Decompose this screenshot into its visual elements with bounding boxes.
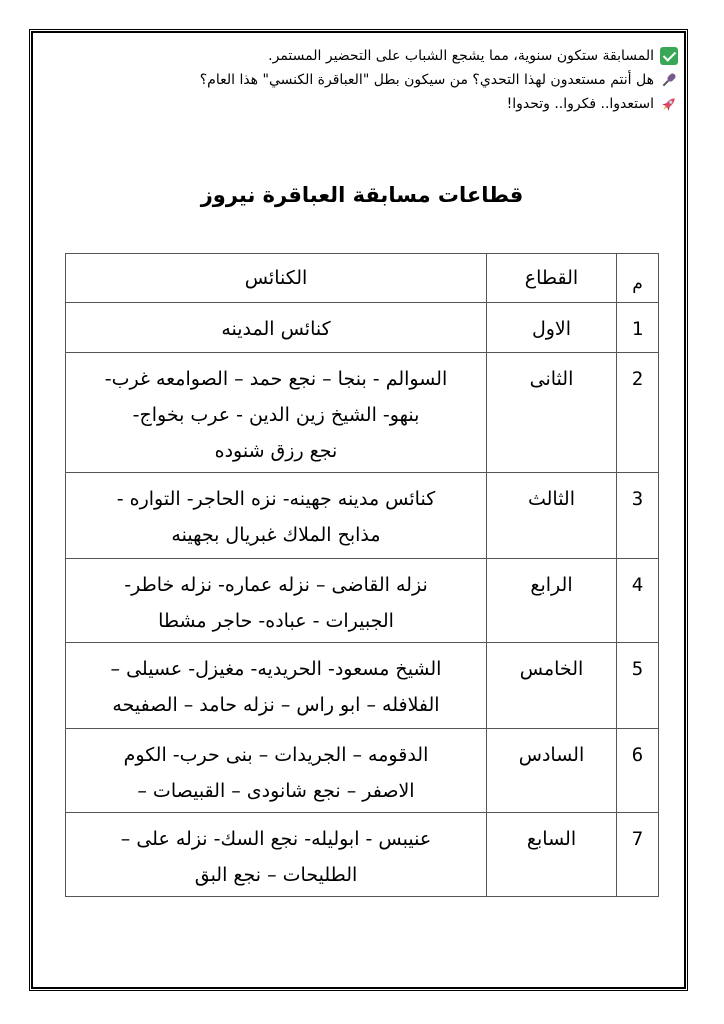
sectors-table [65,253,659,897]
row-num: 5 [617,643,659,729]
row-churches: كنائس مدينه جهينه- نزه الحاجر- التواره - مذابح الملاك غبريال بجهينه [66,473,487,559]
row-num: 7 [617,813,659,897]
row-num: 1 [617,303,659,353]
row-sector: الاول [487,303,617,353]
row-sector: السابع [487,813,617,897]
row-sector: الثانى [487,353,617,473]
table-row [66,473,659,559]
row-sector: الخامس [487,643,617,729]
intro-text: هل أنتم مستعدون لهذا التحدي؟ من سيكون بطل "العباقرة الكنسي" هذا العام؟ [199,72,654,88]
row-num: 6 [617,729,659,813]
row-sector: السادس [487,729,617,813]
table-header-row [66,254,659,303]
row-sector: الثالث [487,473,617,559]
row-num: 3 [617,473,659,559]
intro-text: المسابقة ستكون سنوية، مما يشجع الشباب على التحضير المستمر. [268,48,654,64]
row-num: 4 [617,559,659,643]
table-row [66,813,659,897]
rocket-icon [660,95,678,113]
check-mark-icon [660,47,678,65]
intro-item [58,92,678,116]
row-churches: كنائس المدينه [66,303,487,353]
row-sector: الرابع [487,559,617,643]
page-title: قطاعات مسابقة العباقرة نيروز [200,183,524,207]
row-churches: عنيبس - ابوليله- نجع السك- نزله على – الطليحات – نجع البق [66,813,487,897]
row-churches: نزله القاضى – نزله عماره- نزله خاطر- الجبيرات - عباده- حاجر مشطا [66,559,487,643]
table-row [66,643,659,729]
row-churches: الشيخ مسعود- الحريديه- مغيزل- عسيلى – الفلافله – ابو راس – نزله حامد – الصفيحه [66,643,487,729]
row-churches: الدقومه – الجريدات – بنى حرب- الكوم الاصفر – نجع شانودى – القبيصات – [66,729,487,813]
table-row [66,559,659,643]
header-churches: الكنائس [66,254,487,303]
table-row [66,353,659,473]
row-churches: السوالم - بنجا – نجع حمد – الصوامعه غرب- بنهو- الشيخ زين الدين - عرب بخواج- نجع رزق شنوده [66,353,487,473]
header-sector: القطاع [487,254,617,303]
microphone-icon [660,71,678,89]
table-row [66,303,659,353]
intro-text: استعدوا.. فكروا.. وتحدوا! [506,96,654,112]
intro-item [58,44,678,68]
table-row [66,729,659,813]
row-num: 2 [617,353,659,473]
intro-item [58,68,678,92]
header-num: م [617,254,659,303]
intro-list [58,44,678,116]
